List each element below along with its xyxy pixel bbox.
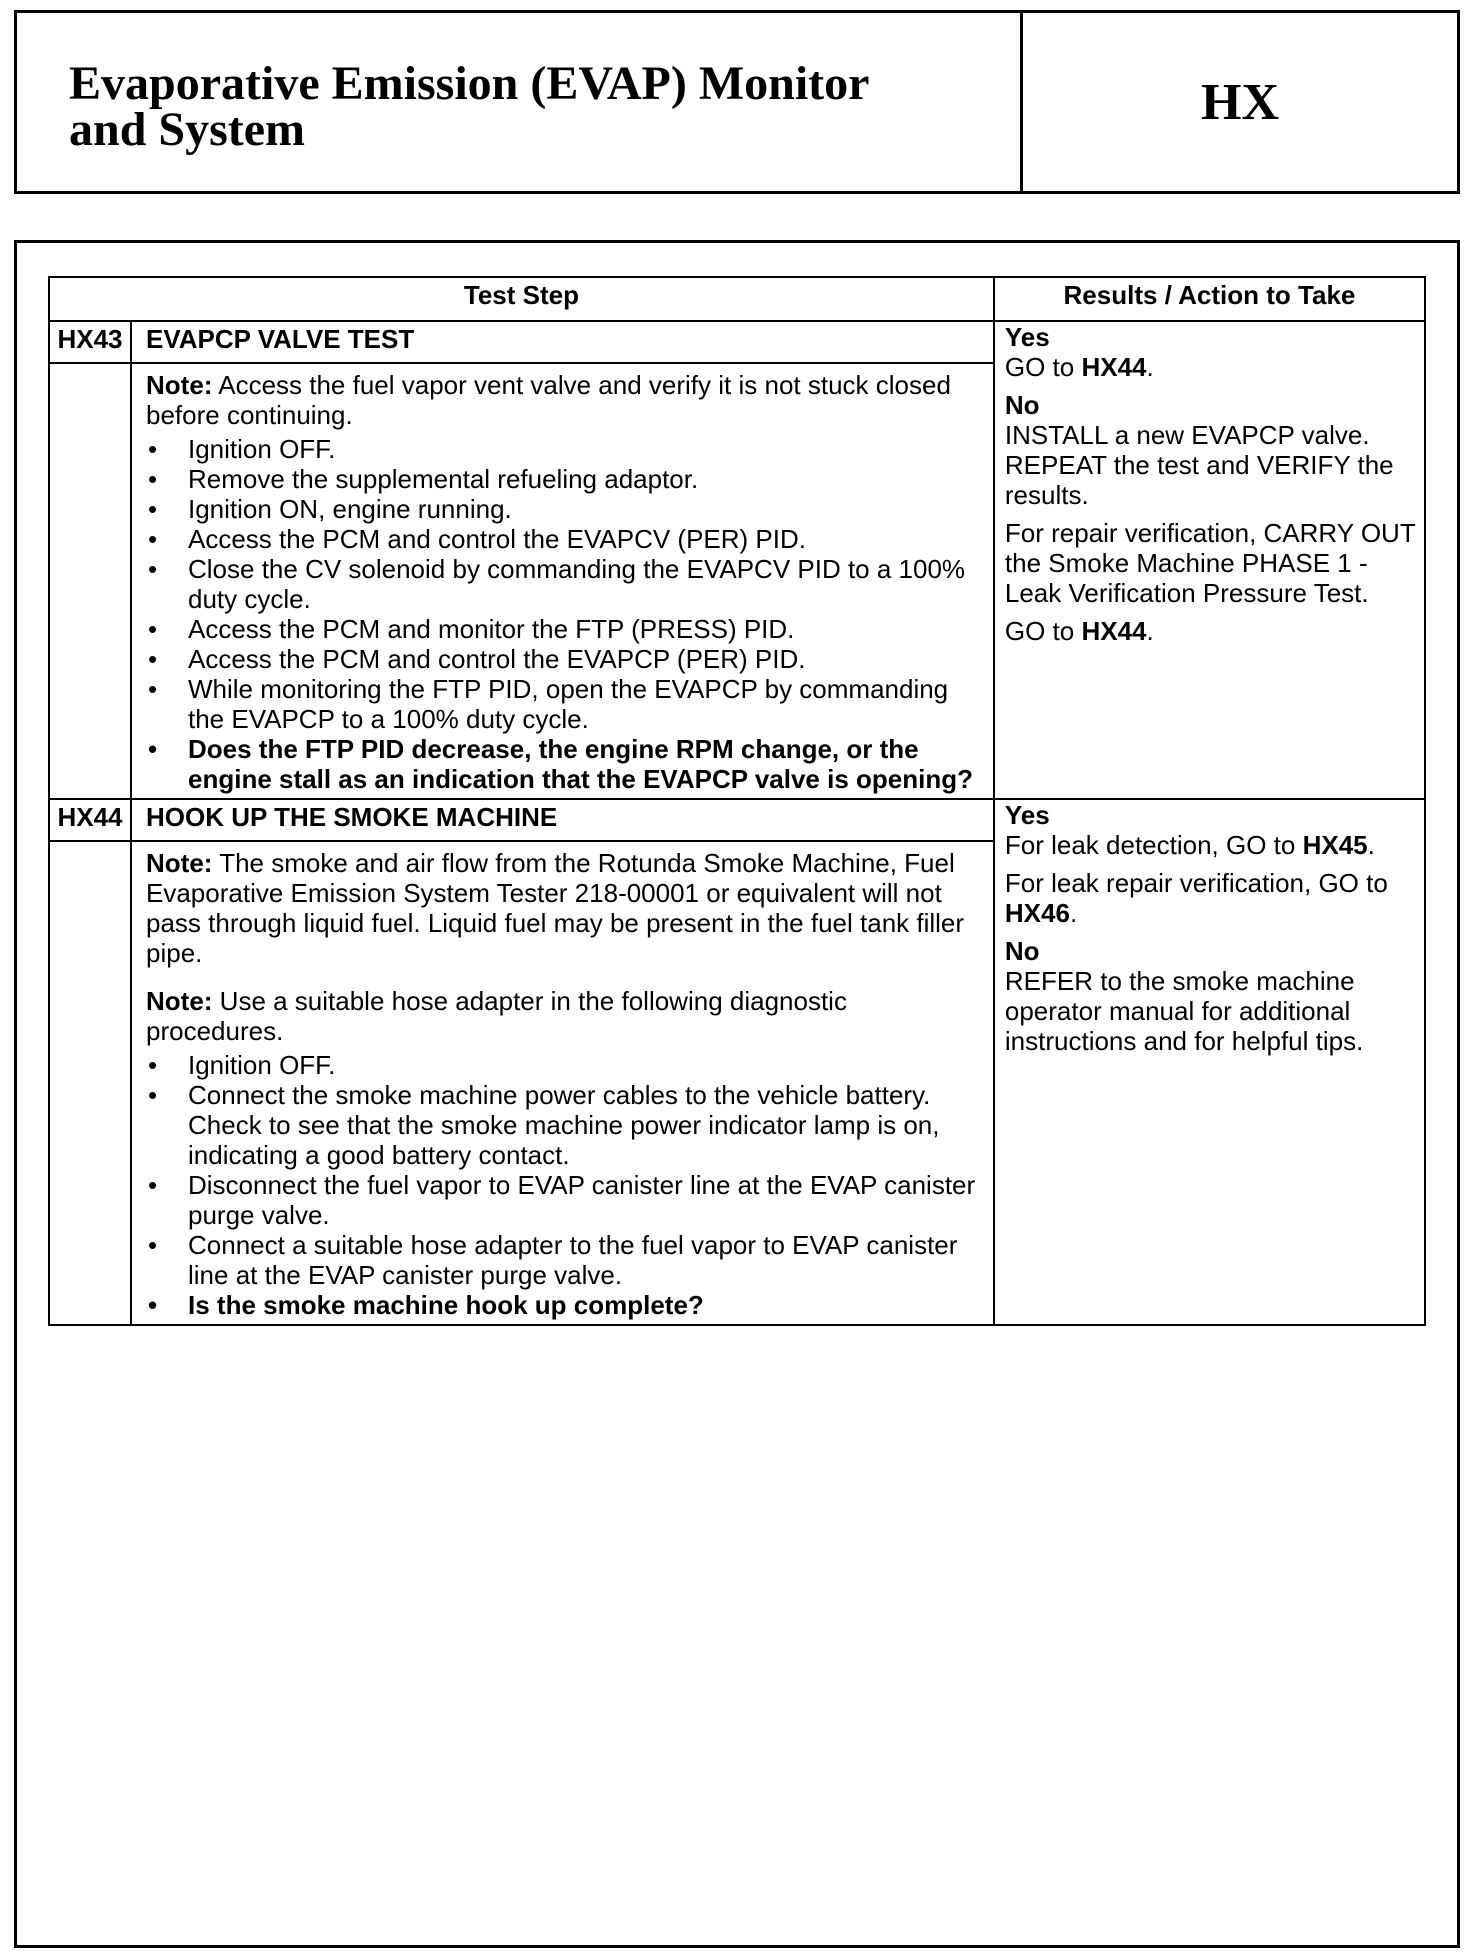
list-item: • Connect the smoke machine power cables to the vehicle battery. Check to see that the smoke machine power indicator lamp is on, indicating a good battery contact.: [146, 1080, 979, 1170]
step-code: HX44: [49, 799, 131, 841]
list-item: • Close the CV solenoid by commanding the EVAPCV PID to a 100% duty cycle.: [146, 554, 979, 614]
step-question: • Is the smoke machine hook up complete?: [146, 1290, 979, 1320]
result-no-action: REFER to the smoke machine operator manual for additional instructions and for helpful tips.: [1004, 966, 1364, 1056]
result-goto: GO to HX44.: [1004, 616, 1154, 646]
page-header: [14, 10, 1460, 194]
test-step-table: [48, 276, 1426, 1326]
result-yes-repair-verification: For leak repair verification, GO to HX46.: [1004, 868, 1388, 928]
column-header-results: Results / Action to Take: [994, 277, 1425, 321]
step-body: [131, 363, 994, 799]
step-instructions: [146, 434, 979, 794]
table-header-row: [49, 277, 1425, 321]
step-reference: HX44: [1081, 352, 1147, 382]
result-yes-action: GO to HX44.: [1004, 352, 1154, 382]
step-note: Note: Use a suitable hose adapter in the following diagnostic procedures.: [146, 986, 847, 1046]
step-reference: HX46: [1004, 898, 1070, 928]
step-title-row-hx43: [49, 321, 1425, 363]
section-title-line2: and System: [69, 103, 306, 156]
step-code: HX43: [49, 321, 131, 363]
result-no-label: No: [1004, 390, 1040, 420]
step-note: Note: The smoke and air flow from the Rotunda Smoke Machine, Fuel Evaporative Emission System Tester 218-00001 or equivalent will not pass through liquid fuel. Liquid fuel may be present in the fuel tank filler pipe.: [146, 848, 965, 968]
list-item: • Remove the supplemental refueling adaptor.: [146, 464, 979, 494]
result-yes-label: Yes: [1004, 800, 1050, 830]
section-code: HX: [1201, 73, 1279, 131]
list-item: • Disconnect the fuel vapor to EVAP canister line at the EVAP canister purge valve.: [146, 1170, 979, 1230]
step-instructions: [146, 1050, 979, 1320]
step-reference: HX44: [1081, 616, 1147, 646]
column-header-test-step: Test Step: [49, 277, 994, 321]
list-item: • Access the PCM and monitor the FTP (PRESS) PID.: [146, 614, 979, 644]
step-title: EVAPCP VALVE TEST: [131, 321, 994, 363]
list-item: • While monitoring the FTP PID, open the EVAPCP by commanding the EVAPCP to a 100% duty cycle.: [146, 674, 979, 734]
step-question: • Does the FTP PID decrease, the engine RPM change, or the engine stall as an indication that the EVAPCP valve is opening?: [146, 734, 979, 794]
list-item: • Access the PCM and control the EVAPCV (PER) PID.: [146, 524, 979, 554]
results-cell-hx43: [994, 321, 1425, 799]
result-no-label: No: [1004, 936, 1040, 966]
result-no-action: INSTALL a new EVAPCP valve. REPEAT the test and VERIFY the results.: [1004, 420, 1394, 510]
list-item: • Ignition ON, engine running.: [146, 494, 979, 524]
step-body: [131, 841, 994, 1325]
result-repair-note: For repair verification, CARRY OUT the Smoke Machine PHASE 1 - Leak Verification Pressure Test.: [1004, 518, 1416, 608]
step-title: HOOK UP THE SMOKE MACHINE: [131, 799, 994, 841]
step-reference: HX45: [1302, 830, 1368, 860]
section-title: [17, 13, 1023, 191]
list-item: • Ignition OFF.: [146, 1050, 979, 1080]
results-cell-hx44: [994, 799, 1425, 1325]
list-item: • Access the PCM and control the EVAPCP (PER) PID.: [146, 644, 979, 674]
result-yes-leak-detection: For leak detection, GO to HX45.: [1004, 830, 1375, 860]
step-title-row-hx44: [49, 799, 1425, 841]
list-item: • Ignition OFF.: [146, 434, 979, 464]
result-yes-label: Yes: [1004, 322, 1050, 352]
list-item: • Connect a suitable hose adapter to the fuel vapor to EVAP canister line at the EVAP canister purge valve.: [146, 1230, 979, 1290]
section-title-line1: Evaporative Emission (EVAP) Monitor: [69, 57, 870, 110]
step-note: Note: Access the fuel vapor vent valve and verify it is not stuck closed before continuing.: [146, 370, 951, 430]
